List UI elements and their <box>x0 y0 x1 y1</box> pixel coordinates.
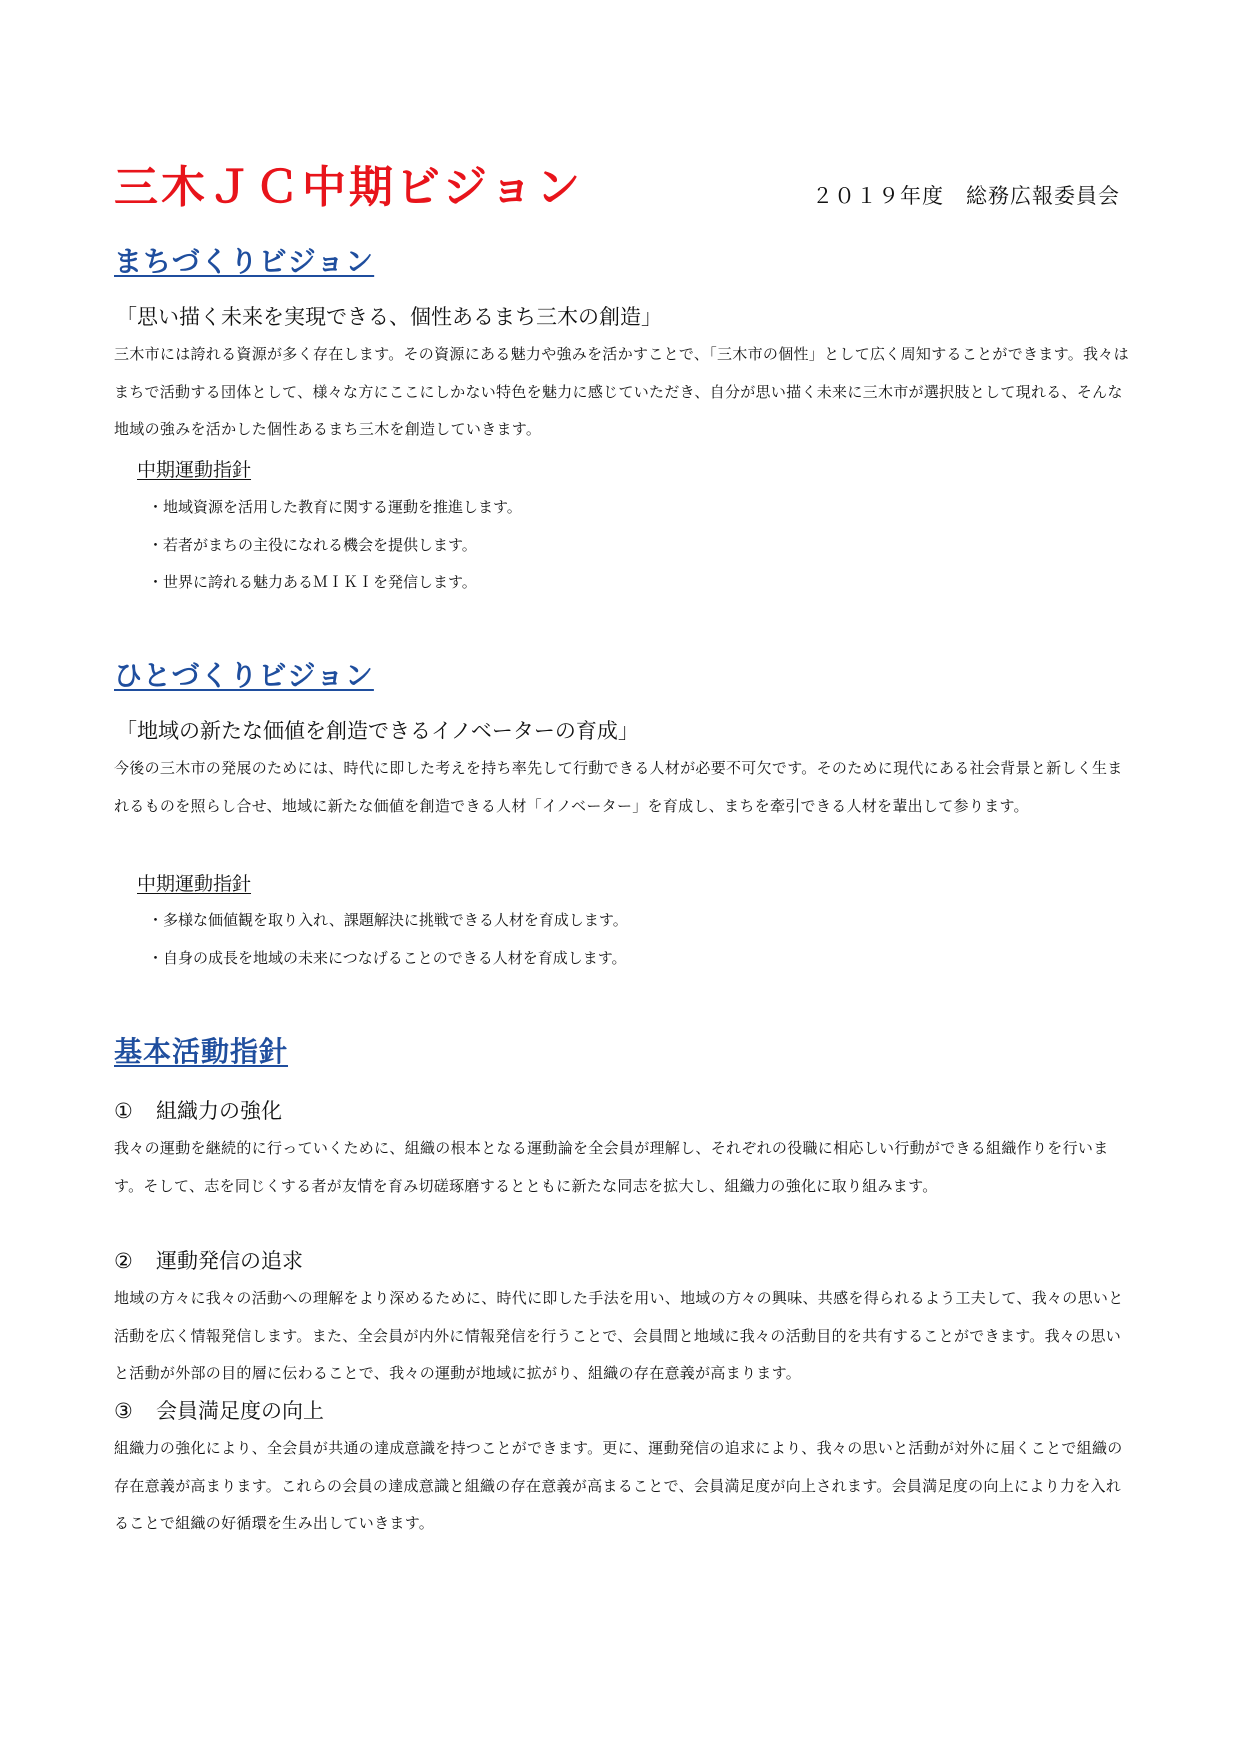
guideline-number: ② <box>114 1249 133 1273</box>
policy-item: ・若者がまちの主役になれる機会を提供します。 <box>148 536 477 554</box>
guideline-title: 会員満足度の向上 <box>156 1399 324 1423</box>
policy-item: ・自身の成長を地域の未来につなげることのできる人材を育成します。 <box>148 949 627 967</box>
section-heading-hitozukuri: ひとづくりビジョン <box>114 659 374 692</box>
organization-line: ２０１９年度 総務広報委員会 <box>812 184 1120 208</box>
policy-item: ・多様な価値観を取り入れ、課題解決に挑戦できる人材を育成します。 <box>148 911 628 929</box>
guideline-title: 運動発信の追求 <box>156 1249 303 1273</box>
body-machizukuri: 三木市には誇れる資源が多く存在します。その資源にある魅力や強みを活かすことで、「三木市の個性」として広く周知することができます。我々はまちで活動する団体として、様々な方にここにしかない特色を魅力に感じていただき、自分が思い描く未来に三木市が選択肢として現れる、そんな地域の強みを活かした個性あるまち三木を創造していきます。 <box>114 345 1129 438</box>
policy-item: ・地域資源を活用した教育に関する運動を推進します。 <box>148 498 522 516</box>
slogan-machizukuri: 「思い描く未来を実現できる、個性あるまち三木の創造」 <box>116 305 662 329</box>
guideline-number: ③ <box>114 1399 133 1423</box>
guideline-heading-3 <box>114 1396 324 1426</box>
page-title: 三木ＪＣ中期ビジョン <box>114 162 584 213</box>
policy-item: ・世界に誇れる魅力あるＭＩＫＩを発信します。 <box>148 573 477 591</box>
policy-heading-machizukuri: 中期運動指針 <box>137 459 252 481</box>
policy-heading-hitozukuri: 中期運動指針 <box>137 873 252 895</box>
guideline-heading-2 <box>114 1246 303 1276</box>
body-hitozukuri: 今後の三木市の発展のためには、時代に即した考えを持ち率先して行動できる人材が必要不可欠です。そのために現代にある社会背景と新しく生まれるものを照らし合せ、地域に新たな価値を創造できる人材「イノベーター」を育成し、まちを牽引できる人材を輩出して参ります。 <box>114 759 1123 815</box>
slogan-hitozukuri: 「地域の新たな価値を創造できるイノベーターの育成」 <box>116 719 639 743</box>
guideline-body-3: 組織力の強化により、全会員が共通の達成意識を持つことができます。更に、運動発信の追求により、我々の思いと活動が対外に届くことで組織の存在意義が高まります。これらの会員の達成意識と組織の存在意義が高まることで、会員満足度が向上されます。会員満足度の向上により力を入れることで組織の好循環を生み出していきます。 <box>114 1439 1123 1532</box>
guideline-title: 組織力の強化 <box>156 1099 282 1123</box>
guideline-body-2: 地域の方々に我々の活動への理解をより深めるために、時代に即した手法を用い、地域の方々の興味、共感を得られるよう工夫して、我々の思いと活動を広く情報発信します。また、全会員が内外に情報発信を行うことで、会員間と地域に我々の活動目的を共有することができます。我々の思いと活動が外部の目的層に伝わることで、我々の運動が地域に拡がり、組織の存在意義が高まります。 <box>114 1289 1124 1382</box>
section-heading-machizukuri: まちづくりビジョン <box>114 245 375 278</box>
section-heading-kihon: 基本活動指針 <box>114 1035 289 1068</box>
guideline-body-1: 我々の運動を継続的に行っていくために、組織の根本となる運動論を全会員が理解し、それぞれの役職に相応しい行動ができる組織作りを行います。そして、志を同じくする者が友情を育み切磋琢磨するとともに新たな同志を拡大し、組織力の強化に取り組みます。 <box>114 1139 1109 1195</box>
guideline-heading-1 <box>114 1096 282 1126</box>
guideline-number: ① <box>114 1099 133 1123</box>
